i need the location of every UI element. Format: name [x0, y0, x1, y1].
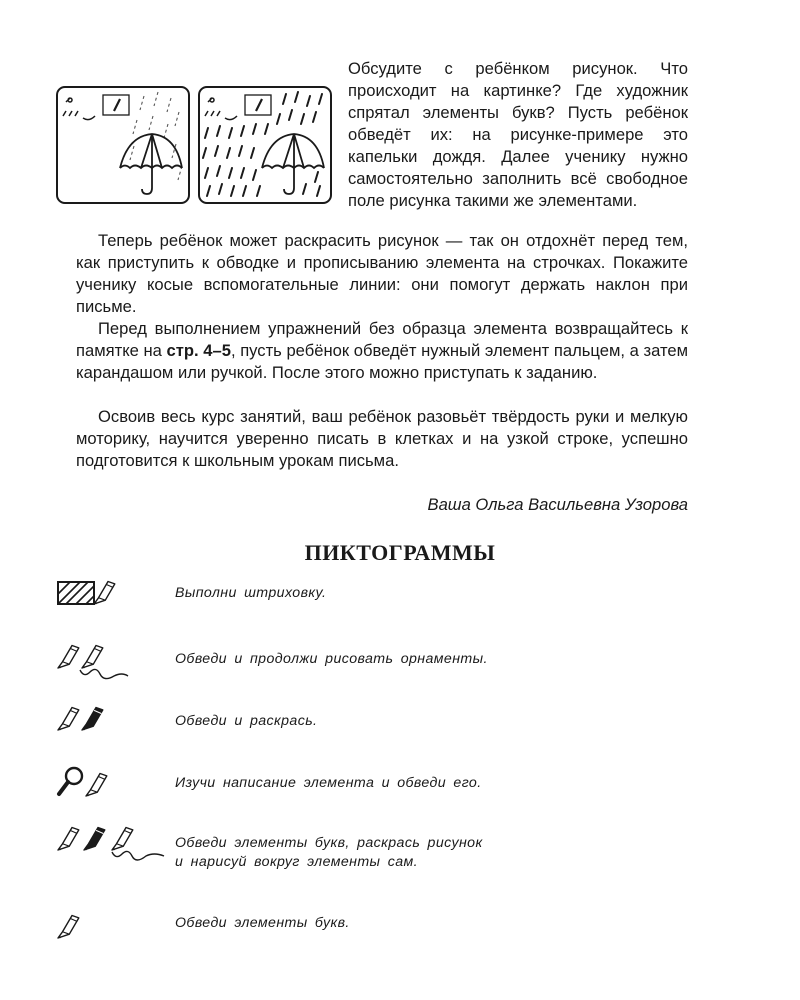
- pictograms-title: ПИКТОГРАММЫ: [304, 540, 496, 565]
- filled-picture-frame: [198, 86, 332, 204]
- outline-pencil-icon: [56, 904, 106, 949]
- paragraph-2-text-end: , пусть ребёнок обведёт нужный элемент пальцем, а затем карандашом или ручкой. После этого можно приступать к заданию.: [76, 341, 688, 382]
- pictogram-5-line-2: и нарисуй вокруг элементы сам.: [175, 854, 418, 870]
- example-picture-frame: [56, 86, 190, 204]
- pictogram-6-text: Обведи элементы букв.: [175, 915, 350, 931]
- three-pencils-ornament-icon: [56, 818, 168, 871]
- umbrella-rain-example-image: [58, 88, 188, 202]
- author-signature: Ваша Ольга Васильевна Узорова: [427, 495, 688, 514]
- pictogram-4-text: Изучи написание элемента и обведи его.: [175, 775, 482, 791]
- pictogram-5-text: [175, 834, 483, 872]
- paragraph-2: [76, 318, 688, 384]
- outline-and-black-pencil-icon: [56, 698, 136, 743]
- intro-text: Обсудите с ребёнком рисунок. Что происходит на картинке? Где художник спрятал элементы букв? Пусть ребёнок обведёт их: на рисунке-примере это капельки дождя. Далее ученику нужно самостоятельно заполнить всё свободное поле рисунка такими же элементами.: [348, 59, 688, 210]
- pictogram-5-line-1: Обведи элементы букв, раскрась рисунок: [175, 835, 483, 851]
- pictogram-1-text: Выполни штриховку.: [175, 585, 327, 601]
- hatched-square-pencil-icon: [56, 574, 136, 615]
- two-pencils-ornament-icon: [56, 636, 136, 685]
- paragraph-1: Теперь ребёнок может раскрасить рисунок — так он отдохнёт перед тем, как приступить к обводке и прописыванию элемента на строчках. Покажите ученику косые вспомогательные линии: они помогут держать наклон при письме.: [76, 231, 688, 316]
- pictogram-2-text: Обведи и продолжи рисовать орнаменты.: [175, 651, 488, 667]
- paragraph-3: Освоив весь курс занятий, ваш ребёнок разовьёт твёрдость руки и мелкую моторику, научится уверенно писать в клетках и на узкой строке, успешно подготовится к школьным урокам письма.: [76, 407, 688, 470]
- page-reference: стр. 4–5: [166, 341, 231, 360]
- umbrella-rain-filled-image: [200, 88, 330, 202]
- magnifier-pencil-icon: [56, 762, 136, 807]
- pictogram-3-text: Обведи и раскрась.: [175, 713, 318, 729]
- paragraph-2-text-start: Перед выполнением упражнений без образца элемента возвращайтесь к памятке на: [76, 319, 688, 360]
